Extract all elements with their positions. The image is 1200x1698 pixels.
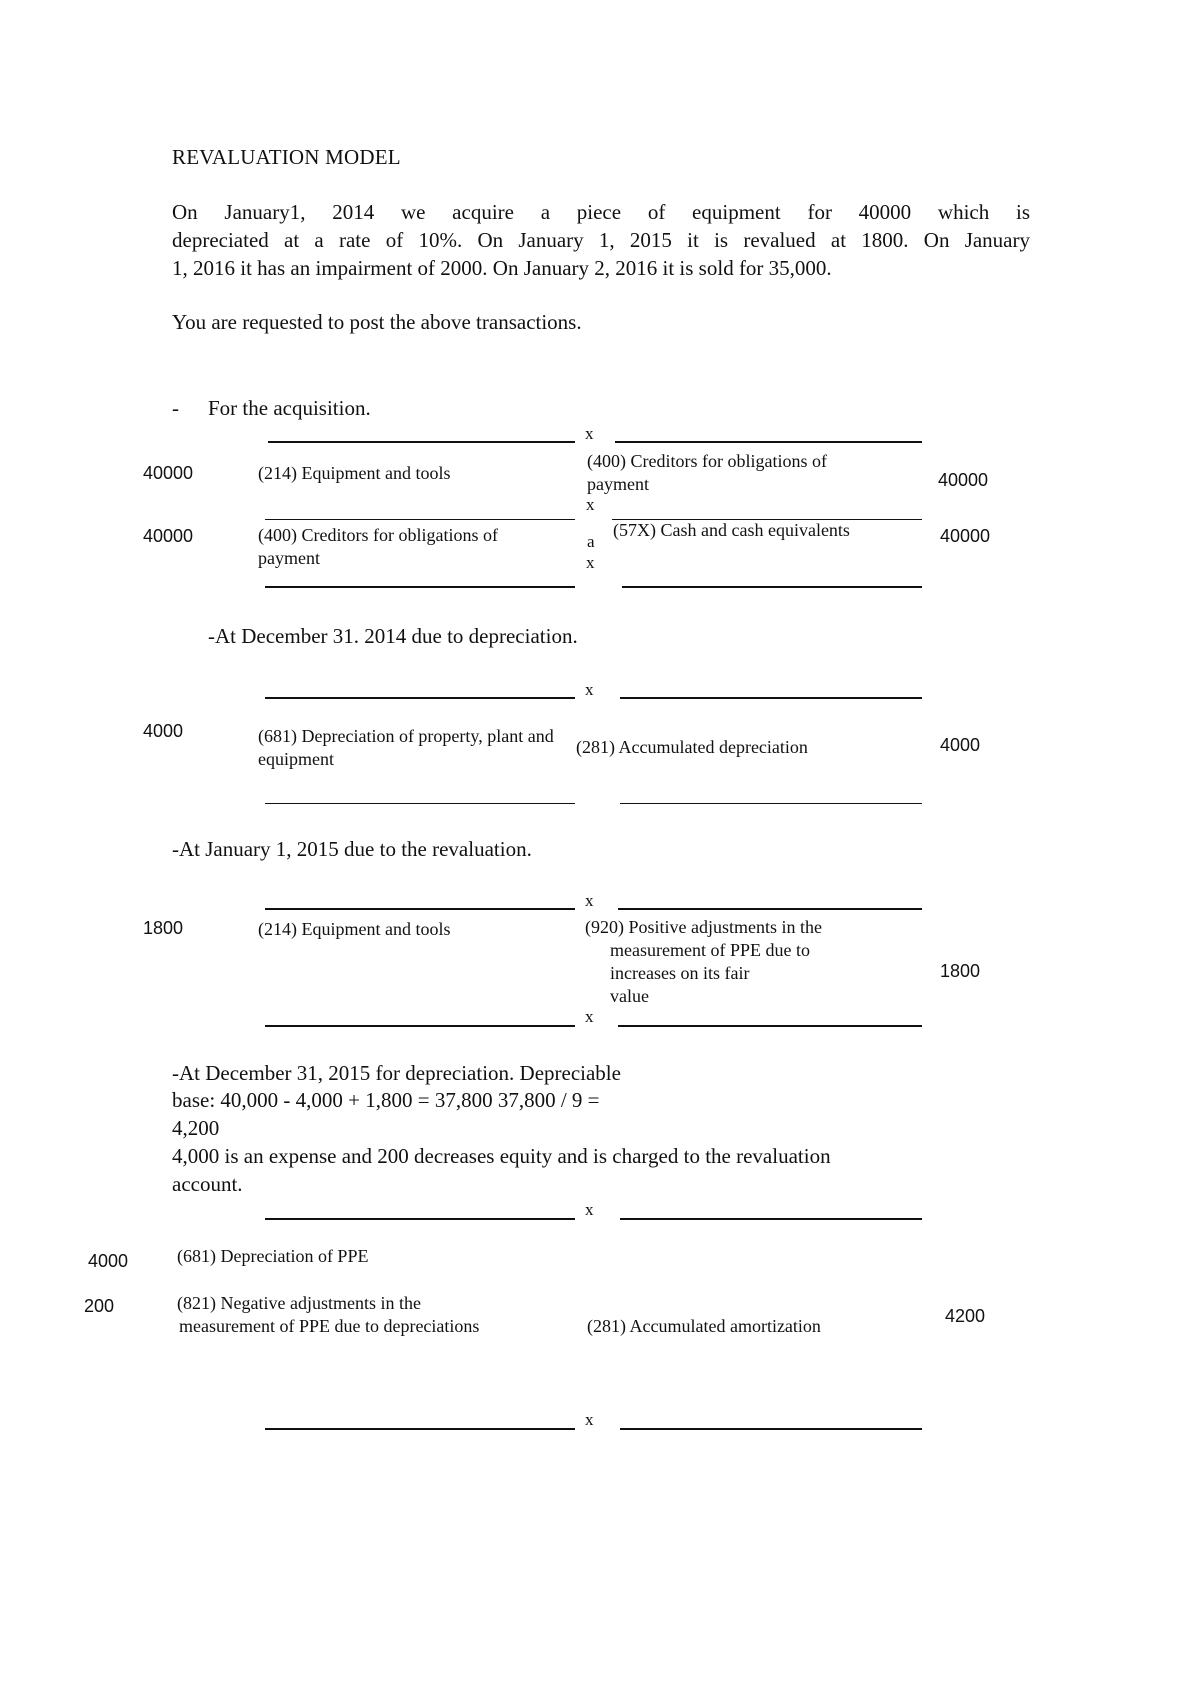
credit-account-line-4: value [610,986,649,1006]
journal-rule-right [620,1428,922,1430]
revaluation-2015-heading: -At January 1, 2015 due to the revaluation. [172,837,532,861]
depreciation-2015-heading-line-1: -At December 31, 2015 for depreciation. Depreciable [172,1061,621,1085]
separator-x: x [585,1410,594,1429]
debit-account-line-2: measurement of PPE due to depreciations [179,1316,480,1336]
journal-rule-right [620,697,922,699]
credit-account: (281) Accumulated amortization [587,1316,821,1336]
connector-a: a [587,532,595,551]
credit-amount: 40000 [938,470,989,490]
separator-x: x [585,680,594,699]
credit-account: (281) Accumulated depreciation [576,737,808,757]
journal-rule-left [268,441,575,443]
depreciation-2015-heading-line-5: account. [172,1172,243,1196]
intro-line-3: 1, 2016 it has an impairment of 2000. On January 2, 2016 it is sold for 35,000. [172,256,832,280]
separator-x: x [586,553,595,572]
acquisition-dash: - [172,396,179,420]
debit-account: (681) Depreciation of PPE [177,1246,369,1266]
separator-x: x [585,1007,594,1026]
depreciation-2014-heading: -At December 31. 2014 due to depreciation. [208,624,578,648]
separator-x: x [585,424,594,443]
journal-rule-left [265,908,575,910]
journal-rule-left [265,1025,575,1027]
credit-account: (57X) Cash and cash equivalents [613,520,850,540]
debit-amount: 4000 [88,1251,129,1271]
intro-line-1: On January1, 2014 we acquire a piece of equipment for 40000 which is [172,200,1030,224]
acquisition-heading: For the acquisition. [208,396,371,420]
credit-amount: 4000 [940,735,981,755]
journal-rule-right [618,1025,922,1027]
journal-rule-left [265,1428,575,1430]
intro-line-2: depreciated at a rate of 10%. On January 1, 2015 it is revalued at 1800. On January [172,228,1030,252]
depreciation-2015-heading-line-2: base: 40,000 - 4,000 + 1,800 = 37,800 37,800 / 9 = [172,1088,600,1112]
credit-account: (400) Creditors for obligations of payment [587,451,827,494]
depreciation-2015-heading-line-3: 4,200 [172,1116,220,1140]
credit-account-line-3: increases on its fair [610,963,750,983]
debit-amount: 1800 [143,918,184,938]
credit-account-line-1: (920) Positive adjustments in the [585,917,822,937]
intro-paragraph [172,198,1030,282]
journal-rule-right [620,1218,922,1220]
journal-rule-right [620,803,922,804]
credit-account-line-2: measurement of PPE due to [610,940,810,960]
request-text: You are requested to post the above transactions. [172,310,582,334]
debit-account: (214) Equipment and tools [258,919,451,939]
journal-rule-right [618,908,922,910]
journal-rule-left [265,1218,575,1220]
debit-account: (214) Equipment and tools [258,463,451,483]
debit-amount: 40000 [143,463,194,483]
credit-amount: 4200 [945,1306,986,1326]
journal-rule-left [265,803,575,804]
depreciation-2015-heading-line-4: 4,000 is an expense and 200 decreases equity and is charged to the revaluation [172,1144,831,1168]
journal-rule-left [265,586,575,588]
credit-amount: 40000 [940,526,991,546]
debit-amount: 40000 [143,526,194,546]
debit-amount: 4000 [143,721,184,741]
debit-account: (681) Depreciation of property, plant and equipment [258,726,554,769]
debit-account: (400) Creditors for obligations of payment [258,525,498,568]
separator-x: x [586,495,595,514]
journal-rule-right [615,441,922,443]
journal-rule-left [265,519,575,520]
debit-account-line-1: (821) Negative adjustments in the [177,1293,421,1313]
debit-amount: 200 [84,1296,115,1316]
separator-x: x [585,1200,594,1219]
journal-rule-right [622,586,922,588]
document-title: REVALUATION MODEL [172,145,401,169]
separator-x: x [585,891,594,910]
credit-amount: 1800 [940,961,981,981]
journal-rule-left [265,697,575,699]
